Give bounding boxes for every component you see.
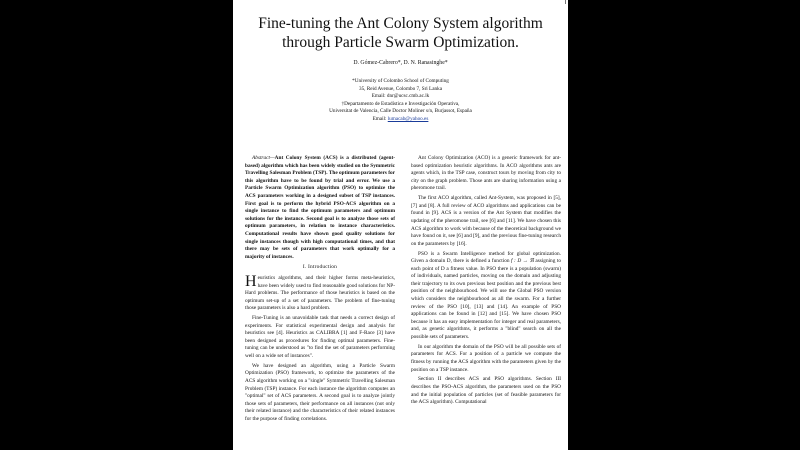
email-link[interactable]: lumacab@yahoo.es [387,115,429,122]
intro-paragraph [245,272,395,313]
paper-title [233,14,568,52]
formula: f : D → ℜ [511,258,534,265]
drop-cap: H [245,272,257,290]
affiliation-line: *University of Colombo School of Computing [352,78,449,84]
left-column [245,155,395,426]
page-edge-mark [565,0,566,4]
intro-paragraph-text: euristics algorithms, and their higher forms meta-heuristics, have been widely used to find reasonable good solutions for NP-Hard problems. The performance of those heuristics is based on the optimum set-up of a set of parameters. The problem of fine-tuning those parameters is also a hard problem. [245,274,395,312]
body-paragraph: In our algorithm the domain of the PSO will be all possible sets of parameters for ACS. For a position of a particle we compute the fitness by running the ACS algorithm with the parameters given by the position on a TSP instance. [411,343,561,373]
right-column [411,155,561,409]
section-heading-introduction: I. Introduction [302,264,338,271]
paper-page [233,0,568,450]
pso-paragraph-b: assigning to each point of D a fitness value. In PSO there is a population (swarm) of individuals, named particles, moving on the domain and adjusting their trajectory to its own previous best position and the previous best position of the neighbourhood. We will use the Global PSO version which considers the neighbourhood as all the swarm. For a further review of the PSO [10], [13] and [14]. An example of PSO applications can be found in [12] and [15]. We have chosen PSO because it has an easy implementation for integer and real parameters, and, as genetic algorithms, it performs a "blind" search on all the possible sets of parameters. [411,258,561,341]
affiliations [233,78,568,124]
affiliation-line: †Departamento de Estadística e Investigación Operativa, [341,100,460,107]
affiliation-email-line [233,116,568,124]
body-paragraph: The first ACO algorithm, called Ant-System, was proposed in [5], [7] and [8]. A full review of ACO algorithms and applications can be found in [9]. ACS is a version of the Ant System that modifies the updating of the pheromone trail, see [6] and [11]. We have chosen this ACS algorithm to work with because of the theoretical background we have found on it, see [6] and [9], and the previous fine-tuning research on the parameters by [16]. [411,195,561,247]
affiliation-line: 35, Reid Avenue, Colombo 7, Sri Lanka [358,85,443,92]
abstract-text: Ant Colony System (ACS) is a distributed (agent-based) algorithm which has been widely studied on the Symmetric Travelling Salesman Problem (TSP). The optimum parameters for this algorithm have to be found by trial and error. We use a Particle Swarm Optimization algorithm (PSO) to optimize the ACS parameters working in a designed subset of TSP instances. First goal is to perform the hybrid PSO-ACS algorithm on a single instance to find the optimum parameters and optimum solutions for the instance. Second goal is to analyze those sets of optimum parameters, in relation to instance characteristics. Computational results have shown good quality solutions for single instances though with high computational times, and that there may be sets of parameters that work optimally for a majority of instances. [245,155,395,260]
intro-paragraph: Fine-Tuning is an unavoidable task that needs a correct design of experiments. For statistical experimental design and analysis for heuristics see [4]. Heuristics as CALIBRA [1] and F-Race [3] have been designed as procedures for finding optimal parameters. Fine-tuning can be understood as "to find the set of parameters performing well on a wide set of instances". [245,315,395,360]
email-label: Email: [372,115,387,122]
title-line-2: through Particle Swarm Optimization. [282,34,519,51]
body-paragraph [411,251,561,342]
affiliation-line: Email: dnr@ucsc.cmb.ac.lk [371,93,430,100]
body-paragraph: Ant Colony Optimization (ACO) is a generic framework for ant-based optimization heuristic algorithms. In ACO algorithms ants are agents which, in the TSP case, construct tours by moving from city to city on the graph problem. Those ants are sharing information using a pheromone trail. [411,155,561,192]
body-paragraph: Section II describes ACS and PSO algorithms. Section III describes the PSO-ACS algorithm, the parameters used on the PSO and the initial population of particles (set of feasible parameters for the ACS algorithm). Computational [411,376,561,406]
affiliation-line: Universitat de Valencia, Calle Doctor Moliner s/n, Burjassot, España [329,108,472,115]
title-line-1: Fine-tuning the Ant Colony System algorithm [258,15,543,32]
abstract-label: Abstract— [252,155,275,161]
authors: D. Gómez-Cabrero*, D. N. Ranasinghe* [353,60,448,66]
pso-paragraph-a: PSO is a Swarm Intelligence method for global optimization. Given a domain D, there is defined a function [411,250,561,265]
intro-paragraph: We have designed an algorithm, using a Particle Swarm Optimization (PSO) framework, to optimize the parameters of the ACS algorithm working on a "single" Symmetric Travelling Salesman Problem (TSP) instance. For each instance the algorithm computes an "optimal" set of ACS parameters. A second goal is to analyze jointly those sets of parameters, their performance on all instances (not only their related instance) and the characteristics of their related instances for the purpose of finding correlations. [245,362,395,422]
abstract [245,155,395,261]
